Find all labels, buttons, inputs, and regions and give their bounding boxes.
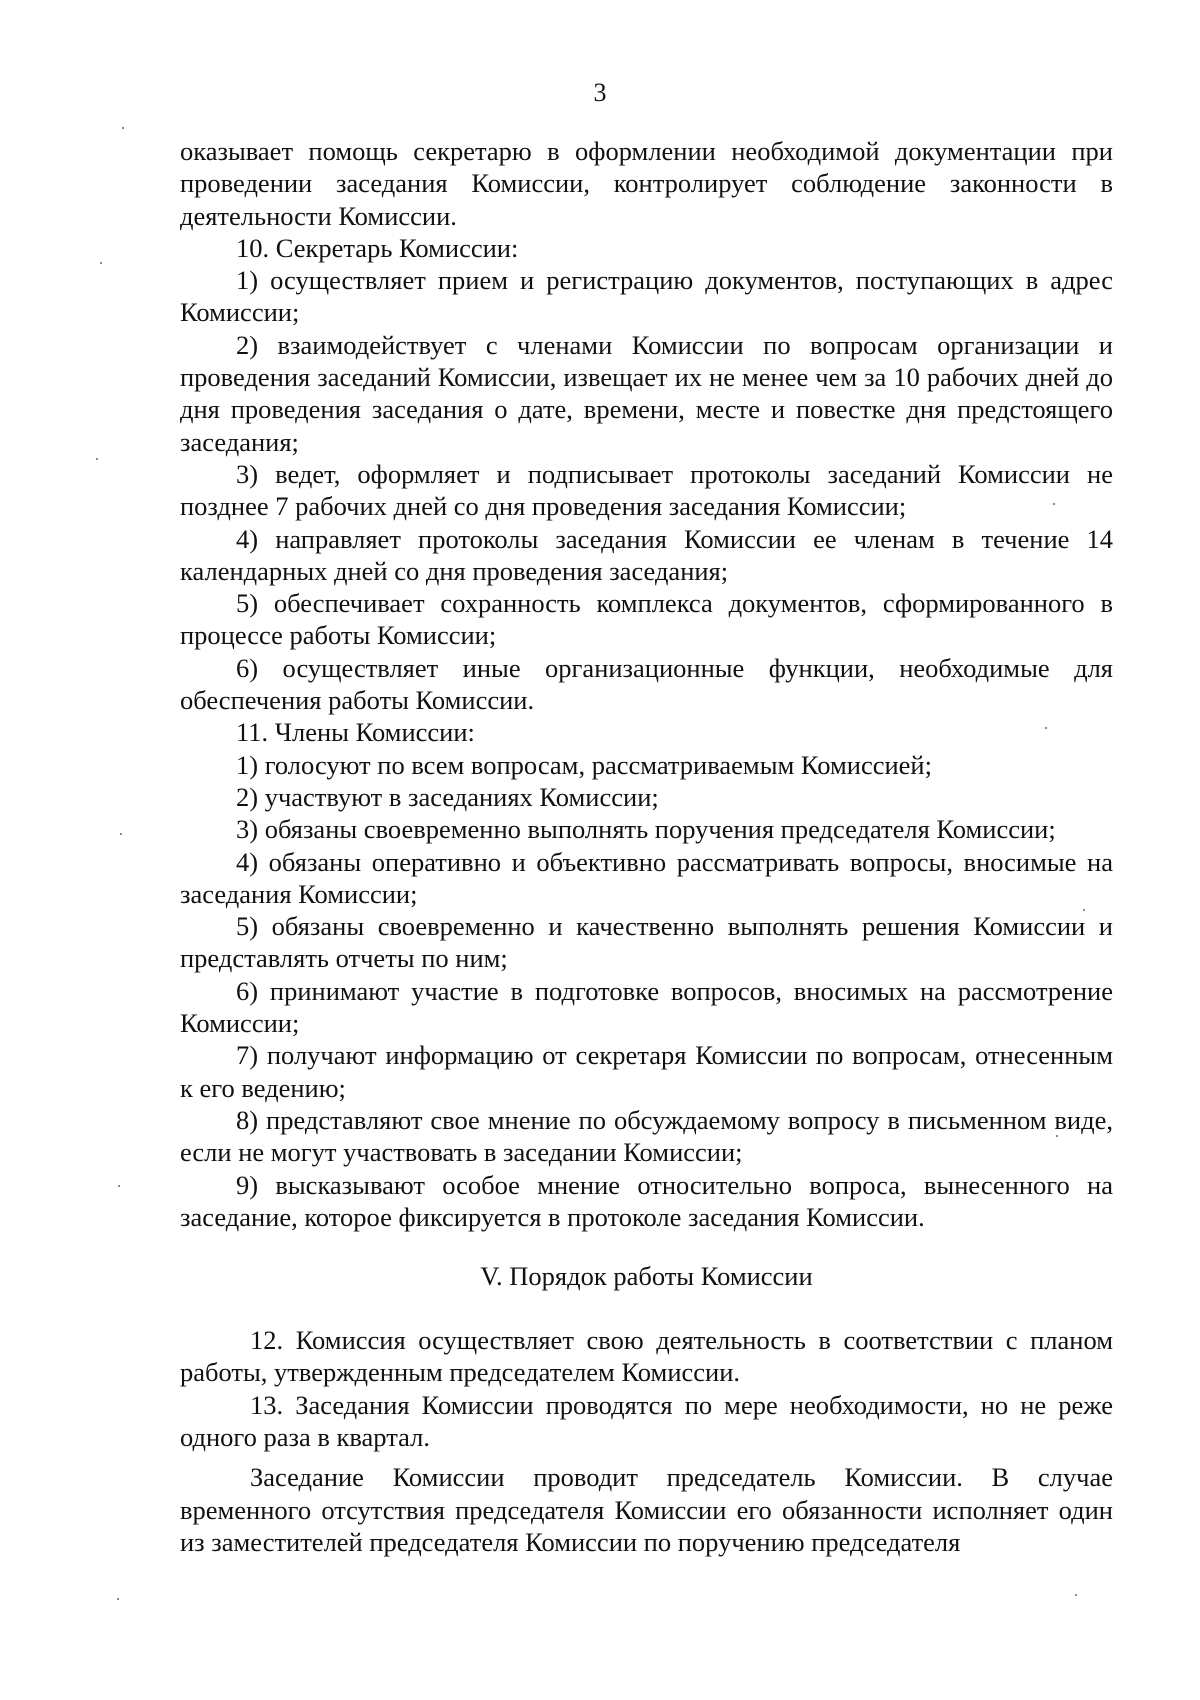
page-number: 3	[593, 78, 607, 107]
section-heading: V. Порядок работы Комиссии	[480, 1261, 813, 1292]
paragraph-secretary-item-2: 2) взаимодействует с членами Комиссии по вопросам организации и проведения заседаний Комиссии, извещает их не менее чем за 10 рабочих дней до дня проведения заседания о дате, времени, месте и повестке дня предстоящего заседания;	[180, 329, 1113, 457]
paragraph-secretary-item-6: 6) осуществляет иные организационные функции, необходимые для обеспечения работы Комиссии.	[180, 652, 1113, 716]
paragraph-members-heading: 11. Члены Комиссии:	[236, 717, 475, 748]
paragraph-secretary-item-4: 4) направляет протоколы заседания Комиссии ее членам в течение 14 календарных дней со дня проведения заседания;	[180, 523, 1113, 586]
scan-speck	[1056, 1135, 1058, 1137]
paragraph-meeting-chair: Заседание Комиссии проводит председатель Комиссии. В случае временного отсутствия председателя Комиссии его обязанности исполняет один из заместителей председателя Комиссии по поручению председателя	[180, 1462, 1113, 1557]
scan-speck	[122, 127, 124, 129]
paragraph-members-item-5: 5) обязаны своевременно и качественно выполнять решения Комиссии и представлять отчеты по ним;	[180, 911, 1113, 974]
paragraph-members-item-6: 6) принимают участие в подготовке вопросов, вносимых на рассмотрение Комиссии;	[180, 975, 1113, 1039]
scan-speck	[1045, 727, 1047, 729]
scan-speck	[118, 1185, 120, 1187]
scan-speck	[96, 458, 98, 460]
paragraph-members-item-3: 3) обязаны своевременно выполнять поручения председателя Комиссии;	[236, 814, 1056, 845]
scan-speck	[120, 833, 122, 835]
paragraph-members-item-4: 4) обязаны оперативно и объективно рассматривать вопросы, вносимые на заседания Комиссии;	[180, 846, 1113, 909]
paragraph-secretary-item-5: 5) обеспечивает сохранность комплекса документов, сформированного в процессе работы Комиссии;	[180, 588, 1113, 651]
scan-speck	[1075, 1594, 1077, 1596]
paragraph-item-12: 12. Комиссия осуществляет свою деятельность в соответствии с планом работы, утвержденным председателем Комиссии.	[180, 1325, 1113, 1388]
paragraph-continuation: оказывает помощь секретарю в оформлении необходимой документации при проведении заседания Комиссии, контролирует соблюдение законности в деятельности Комиссии.	[180, 136, 1113, 231]
paragraph-members-item-7: 7) получают информацию от секретаря Комиссии по вопросам, отнесенным к его ведению;	[180, 1040, 1113, 1103]
scan-speck	[100, 262, 102, 264]
scan-speck	[1083, 909, 1085, 911]
paragraph-item-13: 13. Заседания Комиссии проводятся по мере необходимости, но не реже одного раза в квартал.	[180, 1389, 1113, 1452]
paragraph-members-item-2: 2) участвуют в заседаниях Комиссии;	[236, 781, 659, 812]
document-body	[180, 135, 1113, 1558]
paragraph-secretary-heading: 10. Секретарь Комиссии:	[236, 232, 519, 263]
scan-speck	[117, 1598, 119, 1600]
paragraph-members-item-9: 9) высказывают особое мнение относительно вопроса, вынесенного на заседание, которое фиксируется в протоколе заседания Комиссии.	[180, 1169, 1113, 1232]
paragraph-members-item-1: 1) голосуют по всем вопросам, рассматриваемым Комиссией;	[236, 749, 932, 780]
paragraph-members-item-8: 8) представляют свое мнение по обсуждаемому вопросу в письменном виде, если не могут участвовать в заседании Комиссии;	[180, 1104, 1113, 1168]
paragraph-secretary-item-3: 3) ведет, оформляет и подписывает протоколы заседаний Комиссии не позднее 7 рабочих дней со дня проведения заседания Комиссии;	[180, 458, 1113, 522]
scan-speck	[1053, 503, 1055, 505]
paragraph-secretary-item-1: 1) осуществляет прием и регистрацию документов, поступающих в адрес Комиссии;	[180, 265, 1113, 328]
